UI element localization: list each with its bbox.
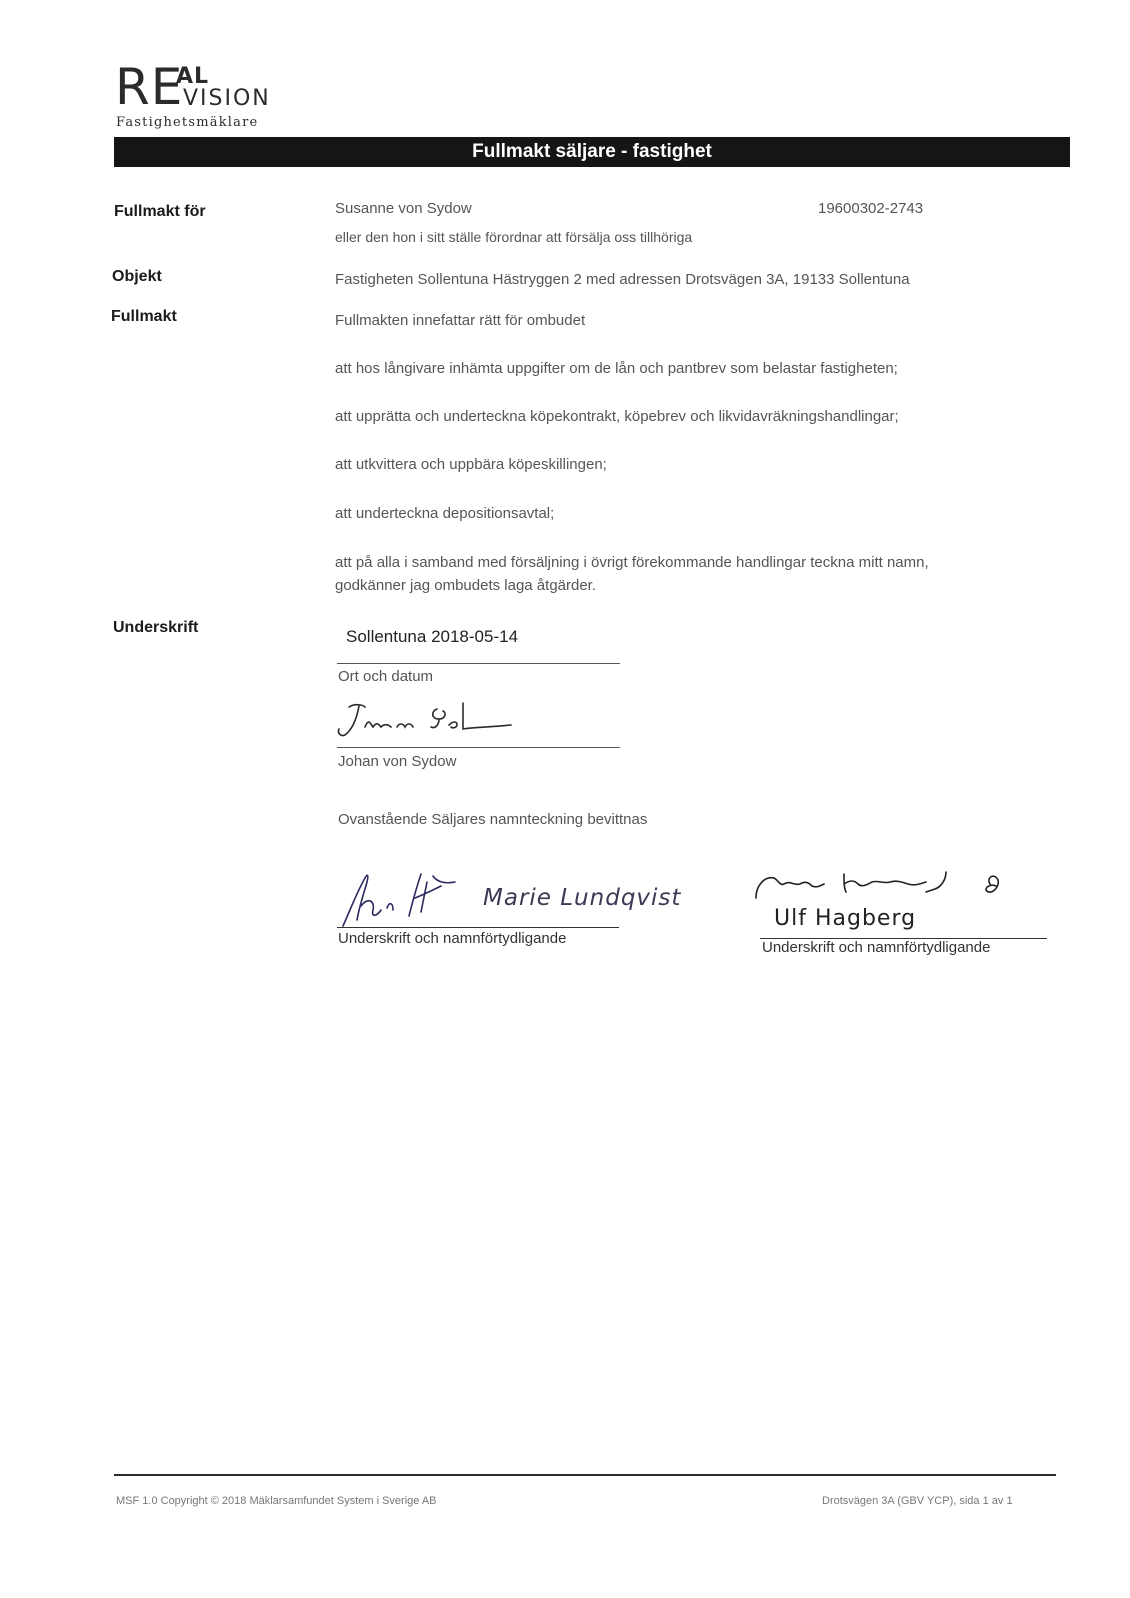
document-title: Fullmakt säljare - fastighet bbox=[472, 141, 712, 162]
witness1-name: Marie Lundqvist bbox=[483, 885, 682, 911]
footer-left: MSF 1.0 Copyright © 2018 Mäklarsamfundet System i Sverige AB bbox=[116, 1495, 437, 1507]
witness-note: Ovanstående Säljares namnteckning bevittnas bbox=[338, 811, 648, 828]
label-fullmakt-for: Fullmakt för bbox=[114, 203, 206, 220]
logo-vision: VISION bbox=[183, 86, 271, 111]
clause-1: att hos långivare inhämta uppgifter om de lån och pantbrev som belastar fastigheten; bbox=[335, 360, 898, 377]
clause-4: att underteckna depositionsavtal; bbox=[335, 505, 555, 522]
fullmakt-intro: Fullmakten innefattar rätt för ombudet bbox=[335, 312, 586, 329]
signer-name: Johan von Sydow bbox=[338, 753, 457, 770]
label-underskrift: Underskrift bbox=[113, 619, 199, 636]
signer-line bbox=[337, 747, 620, 748]
clause-6: godkänner jag ombudets laga åtgärder. bbox=[335, 577, 597, 594]
footer-right: Drotsvägen 3A (GBV YCP), sida 1 av 1 bbox=[822, 1495, 1013, 1507]
witness1-caption: Underskrift och namnförtydligande bbox=[338, 930, 567, 947]
witness2-name: Ulf Hagberg bbox=[774, 906, 917, 931]
place-date-caption: Ort och datum bbox=[338, 668, 434, 685]
witness2-caption: Underskrift och namnförtydligande bbox=[762, 939, 991, 956]
label-objekt: Objekt bbox=[112, 268, 162, 285]
place-date-value: Sollentuna 2018-05-14 bbox=[346, 627, 519, 646]
logo-al: AL bbox=[176, 64, 210, 89]
witness1-line bbox=[337, 927, 619, 928]
witness1-signature bbox=[337, 868, 487, 936]
principal-note: eller den hon i sitt ställe förordnar att försälja oss tillhöriga bbox=[335, 229, 693, 245]
label-fullmakt: Fullmakt bbox=[111, 308, 177, 325]
object-text: Fastigheten Sollentuna Hästryggen 2 med adressen Drotsvägen 3A, 19133 Sollentuna bbox=[335, 271, 910, 288]
signer-signature bbox=[335, 697, 535, 745]
principal-name: Susanne von Sydow bbox=[335, 200, 472, 217]
place-date-line bbox=[337, 663, 620, 664]
principal-id: 19600302-2743 bbox=[818, 200, 924, 217]
witness2-signature bbox=[750, 868, 1020, 908]
clause-3: att utkvittera och uppbära köpeskillingen; bbox=[335, 456, 607, 473]
logo-subtitle: Fastighetsmäklare bbox=[116, 115, 259, 130]
clause-2: att upprätta och underteckna köpekontrakt, köpebrev och likvidavräkningshandlingar; bbox=[335, 408, 899, 425]
clause-5: att på alla i samband med försäljning i övrigt förekommande handlingar teckna mitt namn, bbox=[335, 554, 929, 571]
logo-re: RE bbox=[115, 58, 184, 116]
footer-divider bbox=[114, 1474, 1056, 1476]
